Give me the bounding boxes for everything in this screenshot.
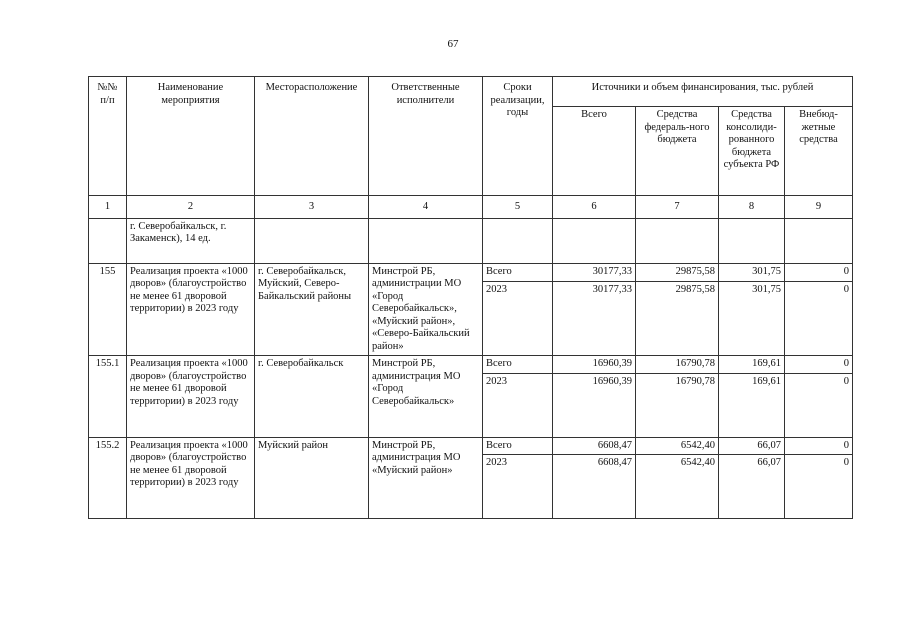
row-regional: 301,75 — [719, 282, 785, 356]
row-total: 6608,47 — [553, 437, 636, 455]
header-federal: Средства федераль-ного бюджета — [636, 107, 719, 196]
header-number: №№ п/п — [89, 77, 127, 196]
column-number: 4 — [369, 196, 483, 219]
row-federal: 29875,58 — [636, 263, 719, 282]
row-term: 2023 — [483, 455, 553, 519]
row-regional: 169,61 — [719, 373, 785, 437]
row-term: 2023 — [483, 373, 553, 437]
row-executors: Минстрой РБ, администрация МО «Город Северобайкальск» — [369, 356, 483, 438]
row-location: г. Северобайкальск, Муйский, Северо-Байкальский районы — [255, 263, 369, 356]
row-extra: 0 — [785, 437, 853, 455]
row-federal: 16790,78 — [636, 356, 719, 374]
column-number: 7 — [636, 196, 719, 219]
table-row — [89, 437, 853, 455]
header-regional: Средства консолиди-рованного бюджета субъекта РФ — [719, 107, 785, 196]
header-total: Всего — [553, 107, 636, 196]
table-row — [89, 263, 853, 282]
row-total: 16960,39 — [553, 373, 636, 437]
table-row — [89, 356, 853, 374]
row-federal: 29875,58 — [636, 282, 719, 356]
row-name: Реализация проекта «1000 дворов» (благоустройство не менее 61 дворовой территории) в 2023 году — [127, 263, 255, 356]
funding-table — [88, 76, 853, 519]
row-name: Реализация проекта «1000 дворов» (благоустройство не менее 61 дворовой территории) в 2023 году — [127, 356, 255, 438]
row-federal: 6542,40 — [636, 455, 719, 519]
header-terms: Сроки реализации, годы — [483, 77, 553, 196]
row-regional: 66,07 — [719, 437, 785, 455]
row-total: 30177,33 — [553, 263, 636, 282]
row-executors: Минстрой РБ, администрации МО «Город Северобайкальск», «Муйский район», «Северо-Байкальский район» — [369, 263, 483, 356]
header-executors: Ответственные исполнители — [369, 77, 483, 196]
row-total: 16960,39 — [553, 356, 636, 374]
row-name: Реализация проекта «1000 дворов» (благоустройство не менее 61 дворовой территории) в 2023 году — [127, 437, 255, 519]
row-number: 155 — [89, 263, 127, 356]
page-number: 67 — [447, 38, 459, 50]
row-federal: 6542,40 — [636, 437, 719, 455]
header-location: Месторасположение — [255, 77, 369, 196]
row-extra: 0 — [785, 356, 853, 374]
row-extra: 0 — [785, 455, 853, 519]
row-regional: 169,61 — [719, 356, 785, 374]
column-number: 3 — [255, 196, 369, 219]
row-total: 30177,33 — [553, 282, 636, 356]
column-number: 8 — [719, 196, 785, 219]
column-number-row — [89, 196, 853, 219]
row-term: Всего — [483, 437, 553, 455]
continuation-row — [89, 218, 853, 263]
column-number: 5 — [483, 196, 553, 219]
row-total: 6608,47 — [553, 455, 636, 519]
row-federal: 16790,78 — [636, 373, 719, 437]
column-number: 9 — [785, 196, 853, 219]
row-regional: 66,07 — [719, 455, 785, 519]
row-term: Всего — [483, 356, 553, 374]
row-term: Всего — [483, 263, 553, 282]
column-number: 6 — [553, 196, 636, 219]
row-location: Муйский район — [255, 437, 369, 519]
row-term: 2023 — [483, 282, 553, 356]
row-extra: 0 — [785, 282, 853, 356]
column-number: 1 — [89, 196, 127, 219]
column-number: 2 — [127, 196, 255, 219]
row-number: 155.1 — [89, 356, 127, 438]
row-extra: 0 — [785, 263, 853, 282]
header-extra: Внебюд-жетные средства — [785, 107, 853, 196]
row-number: 155.2 — [89, 437, 127, 519]
row-executors: Минстрой РБ, администрация МО «Муйский район» — [369, 437, 483, 519]
row-location: г. Северобайкальск — [255, 356, 369, 438]
header-funding-group: Источники и объем финансирования, тыс. рублей — [553, 77, 853, 107]
row-extra: 0 — [785, 373, 853, 437]
header-name: Наименование мероприятия — [127, 77, 255, 196]
continuation-name: г. Северобайкальск, г. Закаменск), 14 ед. — [127, 218, 255, 263]
row-regional: 301,75 — [719, 263, 785, 282]
